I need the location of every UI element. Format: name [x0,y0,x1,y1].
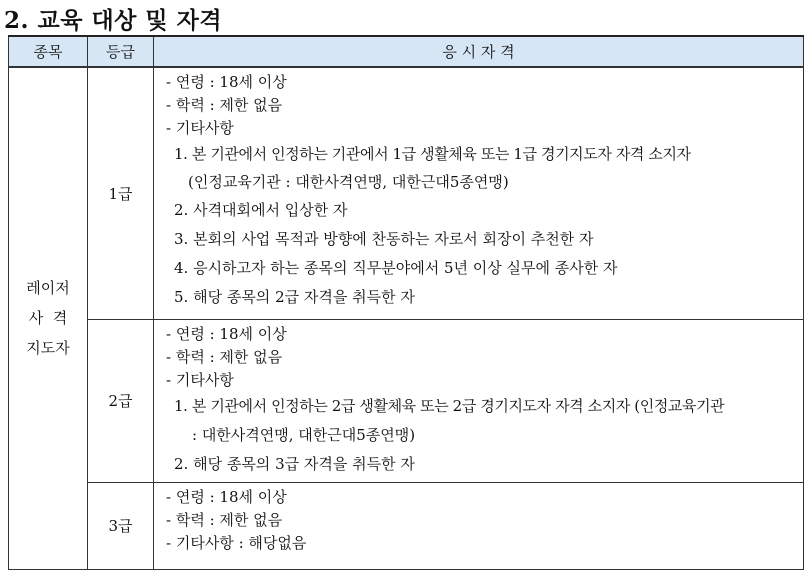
list-item: 1. 본 기관에서 인정하는 기관에서 1급 생활체육 또는 1급 경기지도자 자격 소지자 [174,145,691,163]
age-requirement: - 연령 : 18세 이상 [166,324,287,343]
other-requirements: - 기타사항 : 해당없음 [166,533,307,552]
category-line-1: 레이저 [26,279,70,298]
category-line-2: 사 격 [28,309,68,328]
section-title: 2. 교육 대상 및 자격 [4,7,223,34]
other-requirements: - 기타사항 [166,370,234,389]
table-row [9,319,804,482]
age-requirement: - 연령 : 18세 이상 [166,487,287,506]
header-qualification: 응 시 자 격 [154,36,804,67]
list-item: 1. 본 기관에서 인정하는 2급 생활체육 또는 2급 경기지도자 자격 소지자 (인정교육기관 [174,396,725,415]
education-requirement: - 학력 : 제한 없음 [166,347,283,366]
education-requirement: - 학력 : 제한 없음 [166,510,283,529]
list-item: (인정교육기관 : 대한사격연맹, 대한근대5종연맹) [188,173,509,191]
table-row [9,482,804,569]
list-item: 3. 본회의 사업 목적과 방향에 찬동하는 자로서 회장이 추천한 자 [174,230,594,248]
list-item: : 대한사격연맹, 대한근대5종연맹) [192,425,416,444]
list-item: 4. 응시하고자 하는 종목의 직무분야에서 5년 이상 실무에 종사한 자 [174,259,618,277]
list-item: 5. 해당 종목의 2급 자격을 취득한 자 [174,288,415,306]
grade-cell-1: 1급 [88,67,154,319]
education-requirement: - 학력 : 제한 없음 [166,96,283,114]
grade-cell-3: 3급 [88,482,154,569]
qualification-cell-3 [154,482,804,569]
other-requirements: - 기타사항 [166,119,234,137]
list-item: 2. 해당 종목의 3급 자격을 취득한 자 [174,454,415,473]
header-grade: 등급 [88,36,154,67]
list-item: 2. 사격대회에서 입상한 자 [174,201,348,219]
qualification-cell-2 [154,319,804,482]
table-header-row [9,36,804,67]
category-line-3: 지도자 [26,339,70,358]
age-requirement: - 연령 : 18세 이상 [166,73,287,91]
category-cell [9,67,88,569]
table-row [9,67,804,319]
header-category: 종목 [9,36,88,67]
grade-cell-2: 2급 [88,319,154,482]
qualification-table [8,35,804,570]
qualification-cell-1 [154,67,804,319]
